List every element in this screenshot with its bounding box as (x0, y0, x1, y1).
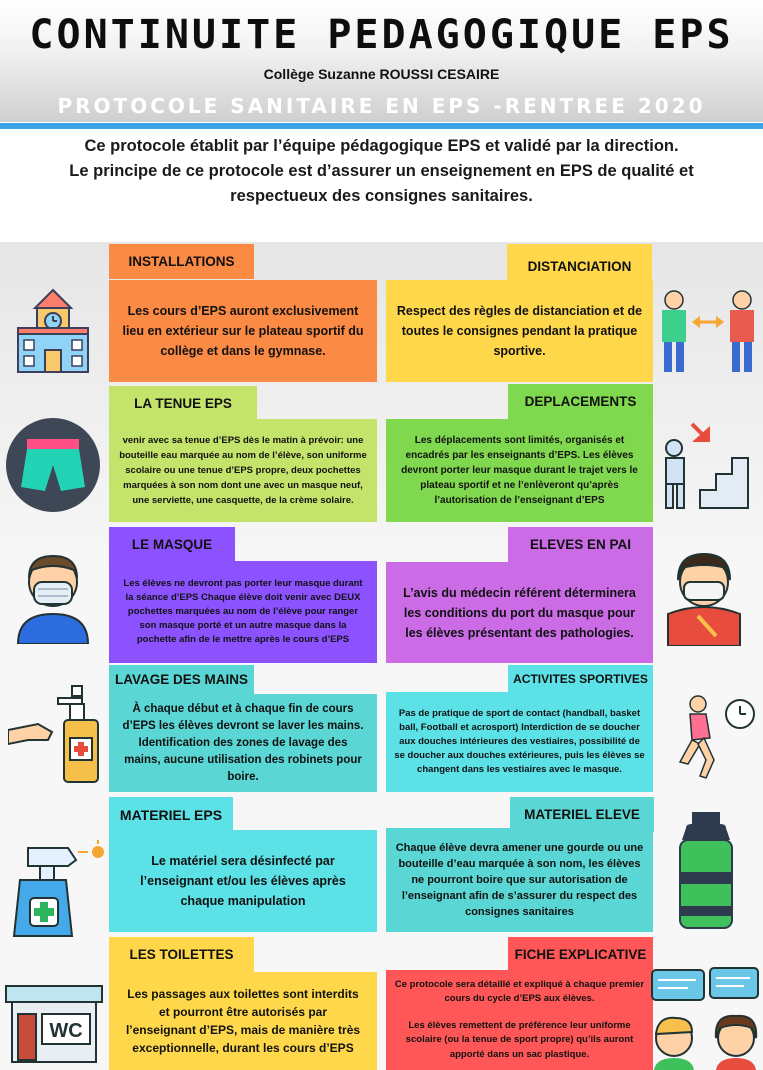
wc-label: WC (49, 1020, 83, 1042)
social-distance-icon (656, 284, 760, 376)
hand-sanitizer-icon (8, 684, 100, 784)
fiche-text-2: Les élèves remettent de préférence leur uniforme scolaire (ou la tenue de sport propre) qu’ils auront apporté dans un sac plastique. (405, 1019, 634, 1060)
materiel-eleve-text: Chaque élève devra amener une gourde ou une bouteille d’eau marquée à son nom, les élèves ne pourront boire que sur autorisation de l’enseignant afin de s’assurer du respect des consignes sanitaires (386, 828, 653, 932)
header-divider (0, 123, 763, 129)
page-title: CONTINUITE PEDAGOGIQUE EPS (29, 12, 734, 58)
materiel-eps-title: MATERIEL EPS (109, 797, 233, 832)
school-building-icon (14, 288, 92, 376)
pai-title: ELEVES EN PAI (508, 527, 653, 562)
toilettes-title: LES TOILETTES (109, 937, 254, 972)
fiche-text (386, 970, 653, 1070)
masked-person-icon (14, 548, 92, 644)
intro-line-1: Ce protocole établit par l’équipe pédagogique EPS et validé par la direction. (84, 137, 679, 155)
water-bottle-icon (670, 810, 742, 932)
toilettes-text: Les passages aux toilettes sont interdits et pourront être autorisés par l’enseignant d’EPS, mais de manière très exceptionnelle, durant les cours d’EPS (109, 972, 377, 1070)
installations-text: Les cours d’EPS auront exclusivement lieu en extérieur sur le plateau sportif du collège et dans le gymnase. (109, 280, 377, 382)
masque-title: LE MASQUE (109, 527, 235, 561)
lavage-title: LAVAGE DES MAINS (109, 665, 254, 694)
activites-text: Pas de pratique de sport de contact (handball, basket ball, Football et acrosport) Interdiction de se doucher aux douches intérieures des vestiaires, possibilité de se doucher aux douches extérieures, puis les élèves se changent dans les vestiaires avec le masque. (386, 692, 653, 792)
tenue-title: LA TENUE EPS (109, 386, 257, 421)
deplacements-text: Les déplacements sont limités, organisés et encadrés par les enseignants d’EPS. Les élèves devront porter leur masque durant le trajet vers le plateau sportif et ne l’enlèveront qu’après l’autorisation de l’enseignant d’EPS (386, 419, 653, 522)
toilet-building-icon (4, 984, 104, 1064)
distanciation-title: DISTANCIATION (507, 244, 652, 282)
intro-line-2: Le principe de ce protocole est d’assurer un enseignement en EPS de qualité et (69, 162, 694, 180)
fiche-title: FICHE EXPLICATIVE (508, 937, 653, 972)
protocol-heading: PROTOCOLE SANITAIRE EN EPS -RENTREE 2020 (57, 94, 706, 118)
intro-text (20, 134, 743, 209)
activites-title: ACTIVITES SPORTIVES (508, 665, 653, 692)
runner-stopwatch-icon (670, 690, 758, 786)
sports-shorts-icon (5, 417, 101, 513)
installations-title: INSTALLATIONS (109, 244, 254, 279)
fiche-text-1: Ce protocole sera détaillé et expliqué à chaque premier cours du cycle d’EPS aux élèves. (394, 978, 645, 1005)
materiel-eps-text: Le matériel sera désinfecté par l’enseignant et/ou les élèves après chaque manipulation (109, 830, 377, 932)
pai-text: L’avis du médecin référent déterminera les conditions du port du masque pour les élèves présentant des pathologies. (386, 562, 653, 663)
intro-line-3: respectueux des consignes sanitaires. (230, 187, 533, 205)
masked-student-icon (656, 546, 752, 646)
conversation-icon (648, 966, 762, 1070)
deplacements-title: DEPLACEMENTS (508, 384, 653, 419)
school-name: Collège Suzanne ROUSSI CESAIRE (263, 66, 500, 82)
materiel-eleve-title: MATERIEL ELEVE (510, 797, 654, 832)
spray-bottle-icon (8, 838, 108, 938)
tenue-text: venir avec sa tenue d’EPS dès le matin à prévoir: une bouteille eau marquée au nom de l’élève, son uniforme scolaire ou une tenue d’EPS propre, deux pochettes marquées à son nom dont une avec un masque neuf, une serviette, une casquette, de la crème solaire. (109, 419, 377, 522)
lavage-text: À chaque début et à chaque fin de cours d’EPS les élèves devront se laver les mains. Identification des zones de lavage des mains, aucune utilisation des robinets pour boire. (109, 694, 377, 792)
masque-text: Les élèves ne devront pas porter leur masque durant la séance d’EPS Chaque élève doit venir avec DEUX pochettes marquées au nom de l’élève pour ranger son masque porté et un autre masque dans la pochette afin de le mettre après le cours d’EPS (109, 561, 377, 663)
distanciation-text: Respect des règles de distanciation et de toutes le consignes pendant la pratique sportive. (386, 280, 653, 382)
stairs-movement-icon (652, 418, 756, 510)
